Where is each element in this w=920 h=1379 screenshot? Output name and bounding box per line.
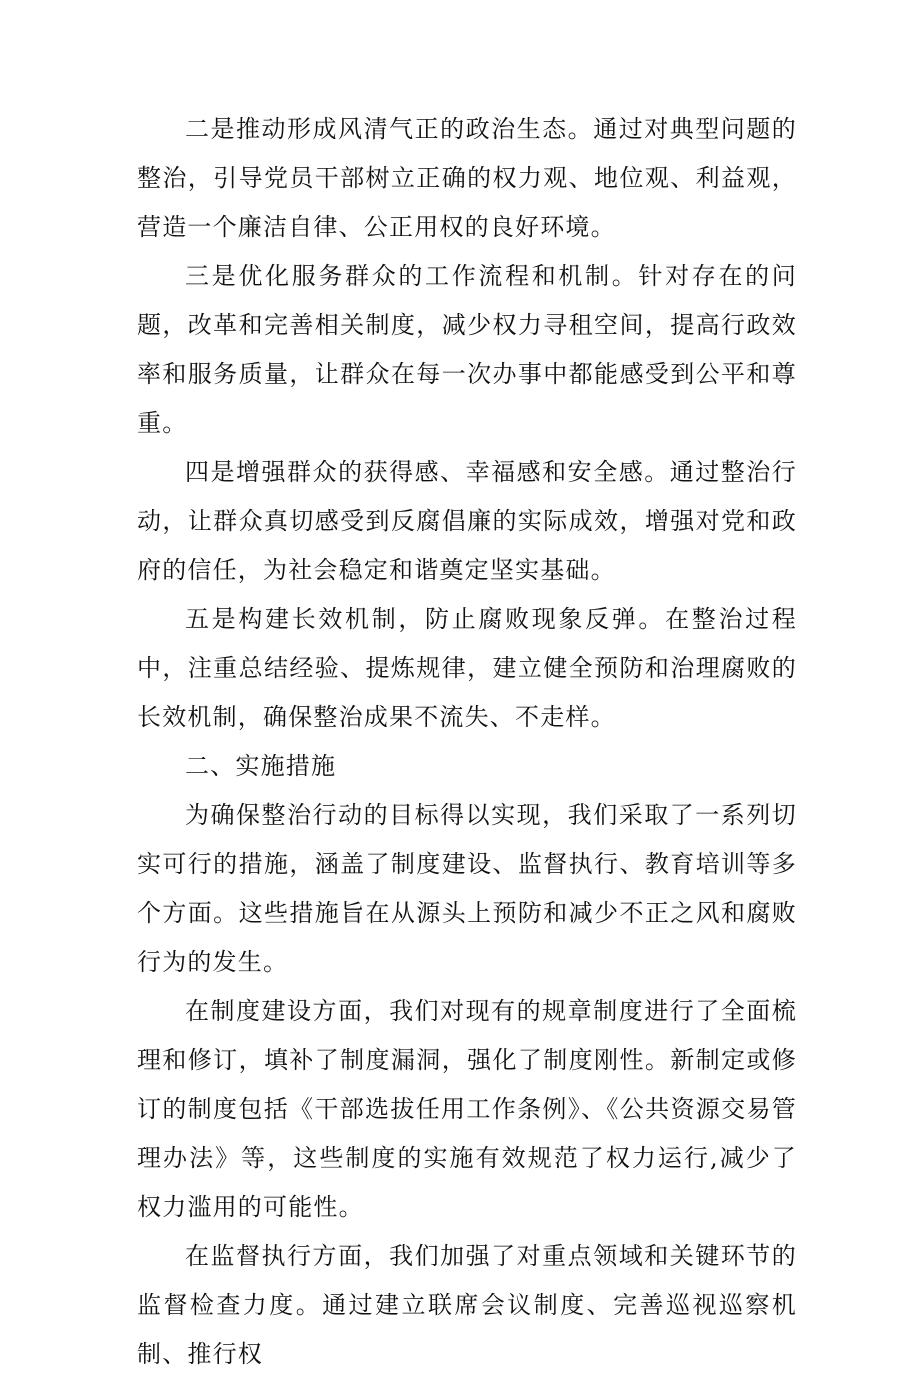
paragraph-goal-4: 四是增强群众的获得感、幸福感和安全感。通过整治行动，让群众真切感受到反腐倡廉的实际成效，增强对党和政府的信任，为社会稳定和谐奠定坚实基础。: [137, 458, 797, 584]
document-body: [137, 105, 797, 1379]
paragraph-goal-5: 五是构建长效机制，防止腐败现象反弹。在整治过程中，注重总结经验、提炼规律，建立健全预防和治理腐败的长效机制，确保整治成果不流失、不走样。: [137, 605, 797, 731]
paragraph-measures-intro: 为确保整治行动的目标得以实现，我们采取了一系列切实可行的措施，涵盖了制度建设、监督执行、教育培训等多个方面。这些措施旨在从源头上预防和减少不正之风和腐败行为的发生。: [137, 801, 797, 976]
section-heading: 二、实施措施: [185, 752, 337, 780]
paragraph-goal-2: 二是推动形成风清气正的政治生态。通过对典型问题的整治，引导党员干部树立正确的权力观、地位观、利益观，营造一个廉洁自律、公正用权的良好环境。: [137, 115, 797, 241]
paragraph-goal-3: 三是优化服务群众的工作流程和机制。针对存在的问题，改革和完善相关制度，减少权力寻租空间，提高行政效率和服务质量，让群众在每一次办事中都能感受到公平和尊重。: [137, 262, 797, 437]
paragraph-system-building: 在制度建设方面，我们对现有的规章制度进行了全面梳理和修订，填补了制度漏洞，强化了制度刚性。新制定或修订的制度包括《干部选拔任用工作条例》、《公共资源交易管理办法》等，这些制度的实施有效规范了权力运行,减少了权力滥用的可能性。: [137, 997, 797, 1221]
paragraph-supervision: 在监督执行方面，我们加强了对重点领域和关键环节的监督检查力度。通过建立联席会议制度、完善巡视巡察机制、推行权: [137, 1242, 797, 1368]
